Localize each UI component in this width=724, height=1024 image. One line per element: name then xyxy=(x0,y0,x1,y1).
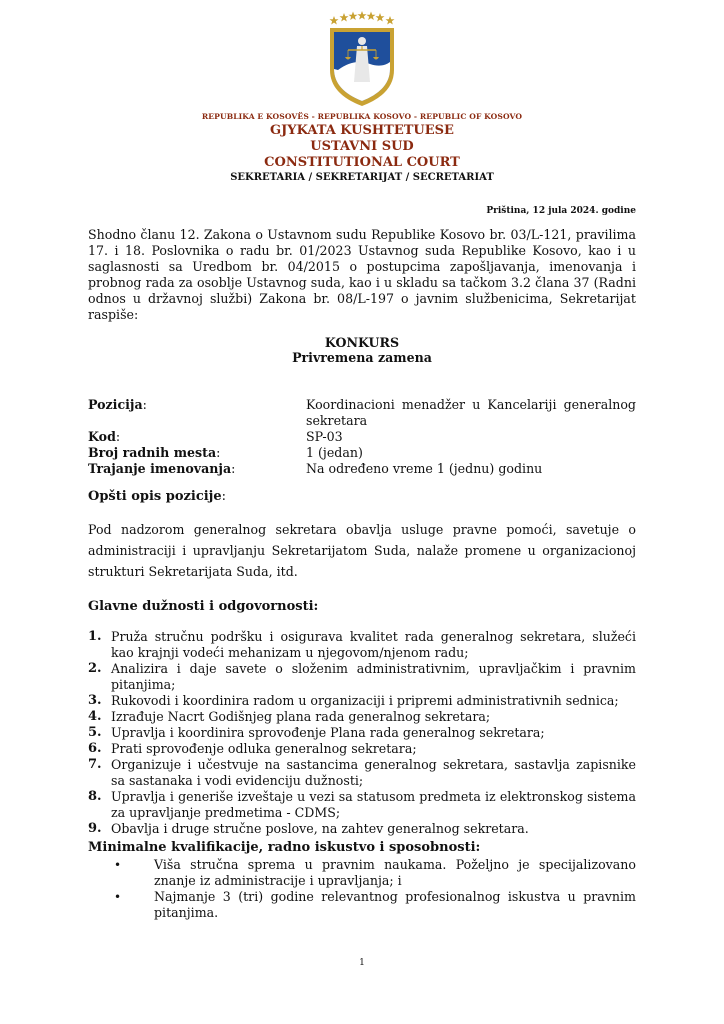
duties-heading-text: Glavne dužnosti i odgovornosti xyxy=(88,599,314,614)
qualifications-heading: Minimalne kvalifikacije, radno iskustvo i sposobnosti: xyxy=(88,840,481,855)
list-item: 8. Upravlja i generiše izveštaje u vezi sa statusom predmeta iz elektronskog sistema za upravljanje predmetima - CDMS; xyxy=(88,789,636,820)
page-number: 1 xyxy=(359,958,365,968)
list-item: 7. Organizuje i učestvuje na sastancima generalnog sekretara, sastavlja zapisnike sa sastanaka i vodi evidenciju dužnosti; xyxy=(88,757,636,788)
list-item: 1. Pruža stručnu podršku i osigurava kvalitet rada generalnog sekretara, služeći kao krajnji vodeći mehanizam u njegovom/njenom radu; xyxy=(88,629,636,660)
positions-count-row: Broj radnih mesta: 1 (jedan) xyxy=(88,445,636,461)
positions-count-value: 1 (jedan) xyxy=(306,445,363,460)
code-row: Kod: SP-03 xyxy=(88,429,636,445)
list-item: 4. Izrađuje Nacrt Godišnjeg plana rada generalnog sekretara; xyxy=(88,709,491,724)
document-title: KONKURS xyxy=(324,335,400,350)
list-item: 3. Rukovodi i koordinira radom u organizaciji i pripremi administrativnih sednica; xyxy=(88,693,619,708)
list-item: 6. Prati sprovođenje odluka generalnog sekretara; xyxy=(88,741,417,756)
position-details xyxy=(88,397,636,477)
court-name-sq: GJYKATA KUSHTETUESE xyxy=(270,123,454,138)
court-emblem-icon xyxy=(324,10,400,108)
position-key: Pozicija xyxy=(88,397,143,412)
general-description: Pod nadzorom generalnog sekretara obavlja usluge pravne pomoći, savetuje o administraciji i upravljanju Sekretarijatom Suda, nalaže promene u organizacionoj strukturi Sekretarijata Suda, itd. xyxy=(88,522,636,579)
qualifications-list xyxy=(114,857,636,921)
list-item: 5. Upravlja i koordinira sprovođenje Plana rada generalnog sekretara; xyxy=(88,725,545,740)
qualifications-heading-text: Minimalne kvalifikacije, radno iskustvo i sposobnosti xyxy=(88,840,476,855)
duration-key: Trajanje imenovanja xyxy=(88,461,232,476)
court-name-en: CONSTITUTIONAL COURT xyxy=(264,155,460,170)
position-value: Koordinacioni menadžer u Kancelariji generalnog sekretara xyxy=(306,397,636,428)
document-date: Priština, 12 jula 2024. godine xyxy=(486,206,636,216)
position-row: Pozicija: Koordinacioni menadžer u Kancelariji generalnog sekretara xyxy=(88,397,636,428)
duties-heading: Glavne dužnosti i odgovornosti: xyxy=(88,599,319,614)
code-value: SP-03 xyxy=(306,429,343,444)
general-heading-text: Opšti opis pozicije xyxy=(88,489,222,504)
general-heading: Opšti opis pozicije: xyxy=(88,489,227,504)
duration-value: Na određeno vreme 1 (jednu) godinu xyxy=(306,461,543,476)
republic-line: REPUBLIKA E KOSOVËS - REPUBLIKA KOSOVO - REPUBLIC OF KOSOVO xyxy=(201,112,523,121)
intro-paragraph: Shodno članu 12. Zakona o Ustavnom sudu Republike Kosovo br. 03/L-121, pravilima 17. i 18. Poslovnika o radu br. 01/2023 Ustavnog suda Republike Kosovo, kao i u saglasnosti sa Uredbom br. 04/2015 o postupcima zapošljavanja, imenovanja i probnog rada za osoblje Ustavnog suda, kao i u skladu sa tačkom 3.2 člana 37 (Radni odnos u državnoj službi) Zakona br. 08/L-197 o javnim službenicima, Sekretarijat raspiše: xyxy=(88,227,636,322)
secretariat-line: SEKRETARIA / SEKRETARIJAT / SECRETARIAT xyxy=(230,172,494,183)
duties-list xyxy=(88,629,636,837)
list-item: 2. Analizira i daje savete o složenim administrativnim, upravljačkim i pravnim pitanjima; xyxy=(88,661,636,692)
emblem-stars xyxy=(330,11,395,25)
list-item: • Viša stručna sprema u pravnim naukama. Poželjno je specijalizovano znanje iz administracije i upravljanja; i xyxy=(114,857,636,888)
list-item: 9. Obavlja i druge stručne poslove, na zahtev generalnog sekretara. xyxy=(88,821,529,836)
bullet-icon: • xyxy=(114,890,122,904)
duration-row: Trajanje imenovanja: Na određeno vreme 1 (jednu) godinu xyxy=(88,461,636,477)
positions-count-key: Broj radnih mesta xyxy=(88,445,217,460)
code-key: Kod xyxy=(88,429,116,444)
bullet-icon: • xyxy=(114,858,122,872)
list-item: • Najmanje 3 (tri) godine relevantnog profesionalnog iskustva u pravnim pitanjima. xyxy=(114,889,636,920)
court-name-sr: USTAVNI SUD xyxy=(310,139,414,154)
document-subtitle: Privremena zamena xyxy=(292,350,432,365)
